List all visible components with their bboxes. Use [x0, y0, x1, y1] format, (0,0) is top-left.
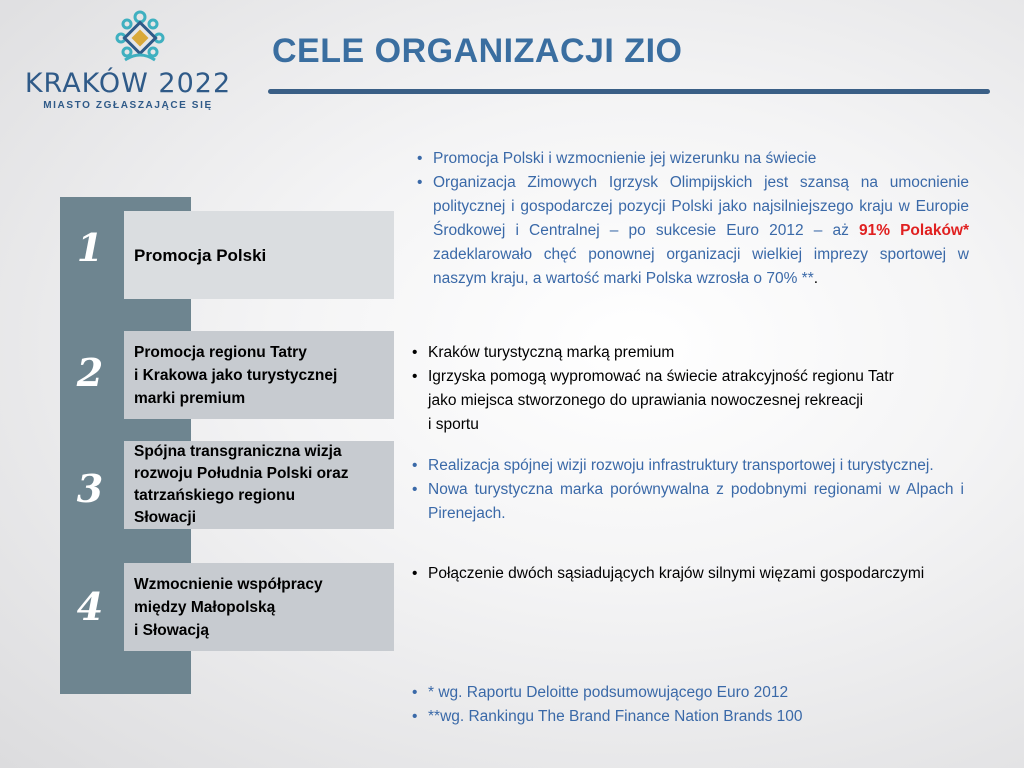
footnotes	[408, 681, 968, 729]
list-item	[408, 478, 964, 526]
goal-box-3: Spójna transgraniczna wizja rozwoju Południa Polski oraz tatrzańskiego regionu Słowacji	[124, 441, 394, 529]
section2-bullets	[408, 341, 978, 437]
list-item	[408, 454, 964, 478]
section1-bullet2-end: .	[813, 270, 819, 287]
goal-box-2: Promocja regionu Tatry i Krakowa jako turystycznej marki premium	[124, 331, 394, 419]
footnote-1: * wg. Raportu Deloitte podsumowującego Euro 2012	[428, 684, 789, 701]
goal-number-3: 3	[76, 466, 104, 511]
goal-number-2: 2	[76, 350, 104, 395]
section2-bullet1-text: Kraków turystyczną marką premium	[428, 344, 675, 361]
goal-number-1: 1	[76, 225, 104, 270]
page-title: CELE ORGANIZACJI ZIO	[272, 32, 683, 70]
title-underline	[268, 89, 990, 94]
goal-box-1: Promocja Polski	[124, 211, 394, 299]
section1-bullets	[413, 147, 969, 291]
logo-subtitle: MIASTO ZGŁASZAJĄCE SIĘ	[43, 100, 213, 111]
goal-number-4: 4	[76, 584, 104, 629]
list-item	[413, 171, 969, 291]
section1-bullet2-rest: zadeklarowało chęć ponownej organizacji wielkiej imprezy sportowej w naszym kraju, a wartość marki Polska wzrosła o 70% **	[433, 246, 969, 287]
polls-highlight: 91% Polaków*	[858, 222, 969, 239]
list-item	[408, 681, 968, 705]
list-item	[408, 562, 954, 586]
snowflake-emblem-icon	[115, 10, 165, 68]
section3-bullet1-text: Realizacja spójnej wizji rozwoju infrastruktury transportowej i turystycznej.	[428, 457, 934, 474]
footnote-2: **wg. Rankingu The Brand Finance Nation Brands 100	[428, 708, 803, 725]
logo-name: KRAKÓW 2022	[24, 68, 232, 99]
list-item	[408, 365, 978, 437]
section1-bullet2-text: Organizacja Zimowych Igrzysk Olimpijskich jest szansą na umocnienie politycznej i gospodarczej pozycji Polski jako najsilniejszego kraju w Europie Środkowej i Centralnej – po sukcesie Euro 2012 – aż	[433, 174, 969, 239]
section4-bullets	[408, 562, 954, 586]
section3-bullets	[408, 454, 964, 526]
list-item	[408, 705, 968, 729]
krakow-2022-logo	[20, 10, 236, 110]
section2-bullet2-text: Igrzyska pomogą wypromować na świecie atrakcyjność regionu Tatr jako miejsca stworzonego do uprawiania nowoczesnej rekreacji i sportu	[428, 368, 894, 433]
section3-bullet2-text: Nowa turystyczna marka porównywalna z podobnymi regionami w Alpach i Pirenejach.	[428, 481, 964, 522]
section4-bullet1-text: Połączenie dwóch sąsiadujących krajów silnymi więzami gospodarczymi	[428, 565, 925, 582]
list-item	[413, 147, 969, 171]
section1-bullet1-text: Promocja Polski i wzmocnienie jej wizerunku na świecie	[433, 150, 817, 167]
goal-box-4: Wzmocnienie współpracy między Małopolską i Słowacją	[124, 563, 394, 651]
list-item	[408, 341, 978, 365]
